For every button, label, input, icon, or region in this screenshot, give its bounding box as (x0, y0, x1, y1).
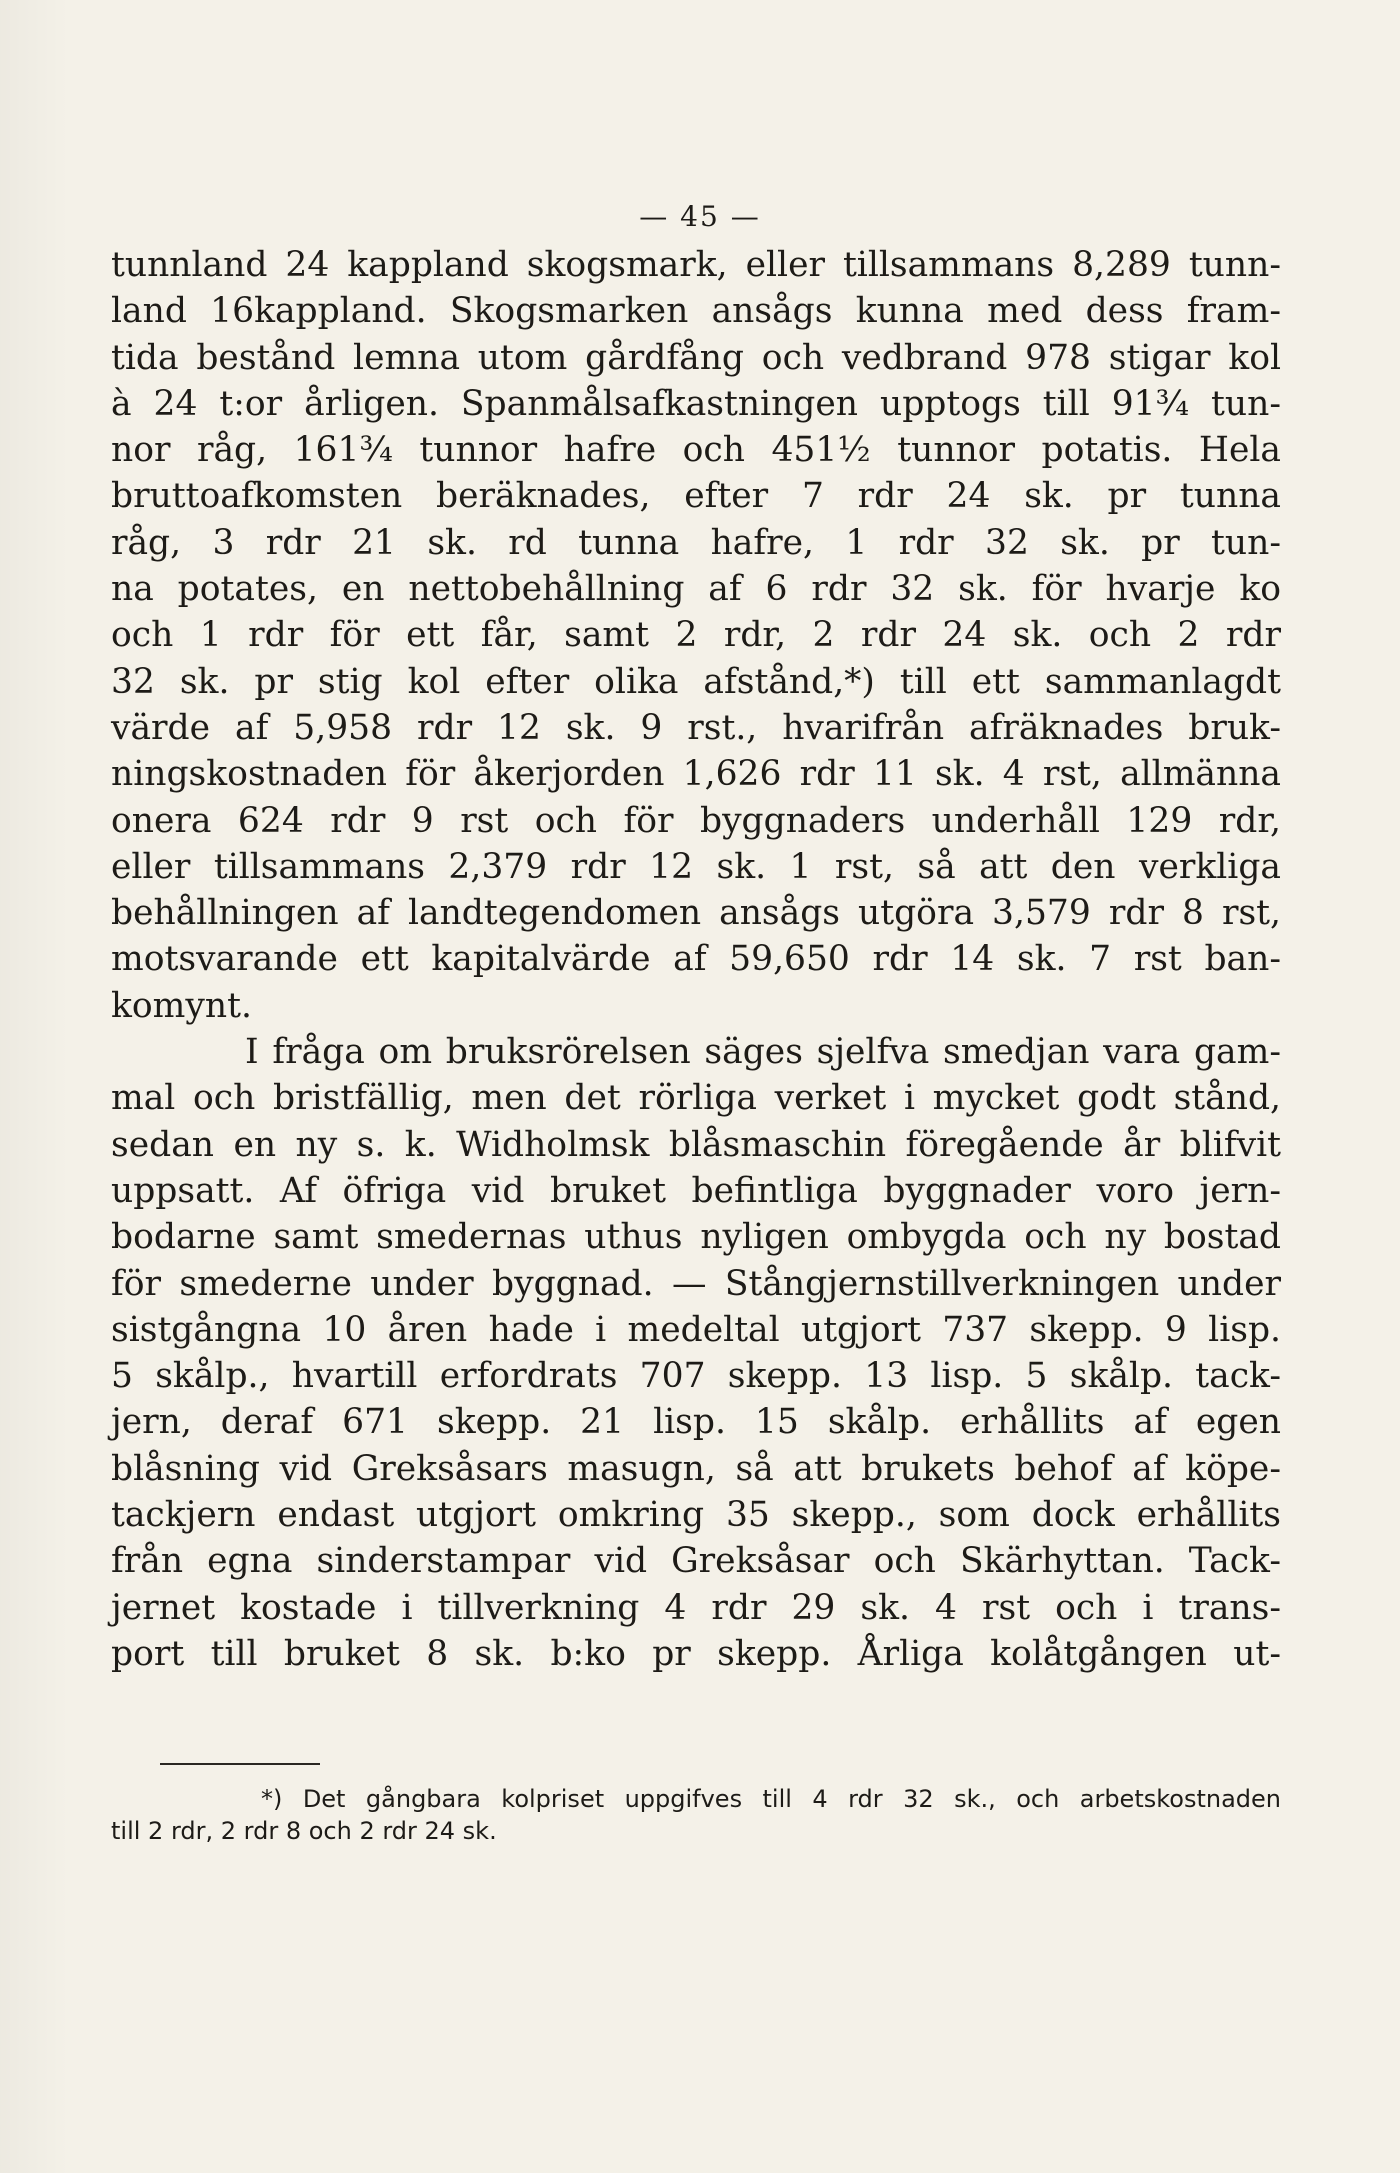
text-line: tida bestånd lemna utom gårdfång och vedbrand 978 stigar kol (111, 337, 1281, 378)
text-line: tackjern endast utgjort omkring 35 skepp., som dock erhållits (111, 1495, 1281, 1536)
text-line: nor råg, 161¾ tunnor hafre och 451½ tunnor potatis. Hela (111, 430, 1281, 471)
footnote-line: till 2 rdr, 2 rdr 8 och 2 rdr 24 sk. (111, 1817, 497, 1845)
text-line: bruttoafkomsten beräknades, efter 7 rdr 24 sk. pr tunna (111, 476, 1281, 517)
page-number: — 45 — (639, 200, 761, 233)
text-line: behållningen af landtegendomen ansågs utgöra 3,579 rdr 8 rst, (111, 893, 1281, 934)
text-line: mal och bristfällig, men det rörliga verket i mycket godt stånd, (111, 1078, 1281, 1119)
body-text (111, 242, 1281, 1677)
text-line: och 1 rdr för ett får, samt 2 rdr, 2 rdr 24 sk. och 2 rdr (111, 615, 1281, 656)
text-line: motsvarande ett kapitalvärde af 59,650 rdr 14 sk. 7 rst ban- (111, 939, 1281, 980)
footnote-divider (160, 1763, 320, 1765)
page-gutter-shadow (0, 0, 70, 2173)
text-line: uppsatt. Af öfriga vid bruket befintliga byggnader voro jern- (111, 1170, 1281, 1211)
text-line: 5 skålp., hvartill erfordrats 707 skepp. 13 lisp. 5 skålp. tack- (111, 1356, 1281, 1397)
footnote-line: *) Det gångbara kolpriset uppgifves till 4 rdr 32 sk., och arbetskostnaden (261, 1785, 1281, 1813)
footnote (111, 1783, 1281, 1847)
text-line: ningskostnaden för åkerjorden 1,626 rdr 11 sk. 4 rst, allmänna (111, 754, 1281, 795)
paragraph-start-line: I fråga om bruksrörelsen säges sjelfva smedjan vara gam- (245, 1032, 1281, 1073)
text-line: från egna sinderstampar vid Greksåsar och Skärhyttan. Tack- (111, 1541, 1281, 1582)
text-line: à 24 t:or årligen. Spanmålsafkastningen upptogs till 91¾ tun- (111, 383, 1281, 424)
text-line: råg, 3 rdr 21 sk. rd tunna hafre, 1 rdr 32 sk. pr tun- (111, 522, 1281, 563)
text-line: tunnland 24 kappland skogsmark, eller tillsammans 8,289 tunn- (111, 245, 1281, 285)
text-line: värde af 5,958 rdr 12 sk. 9 rst., hvarifrån afräknades bruk- (111, 707, 1281, 748)
text-line: eller tillsammans 2,379 rdr 12 sk. 1 rst, så att den verkliga (111, 846, 1281, 887)
text-line: land 16kappland. Skogsmarken ansågs kunna med dess fram- (111, 291, 1281, 332)
text-line: blåsning vid Greksåsars masugn, så att brukets behof af köpe- (111, 1448, 1281, 1489)
text-line: jern, deraf 671 skepp. 21 lisp. 15 skålp. erhållits af egen (111, 1402, 1281, 1443)
text-line: för smederne under byggnad. — Stångjernstillverkningen under (111, 1263, 1281, 1304)
text-line: bodarne samt smedernas uthus nyligen ombygda och ny bostad (111, 1217, 1281, 1258)
text-line: port till bruket 8 sk. b:ko pr skepp. Årliga kolåtgången ut- (111, 1633, 1281, 1674)
text-line: onera 624 rdr 9 rst och för byggnaders underhåll 129 rdr, (111, 800, 1281, 841)
text-line: sedan en ny s. k. Widholmsk blåsmaschin föregående år blifvit (111, 1124, 1281, 1165)
text-line: 32 sk. pr stig kol efter olika afstånd,*) till ett sammanlagdt (111, 661, 1281, 702)
text-line: komynt. (111, 985, 252, 1026)
text-line: jernet kostade i tillverkning 4 rdr 29 sk. 4 rst och i trans- (111, 1587, 1281, 1628)
text-line: sistgångna 10 åren hade i medeltal utgjort 737 skepp. 9 lisp. (111, 1309, 1281, 1350)
text-line: na potates, en nettobehållning af 6 rdr 32 sk. för hvarje ko (111, 569, 1281, 610)
